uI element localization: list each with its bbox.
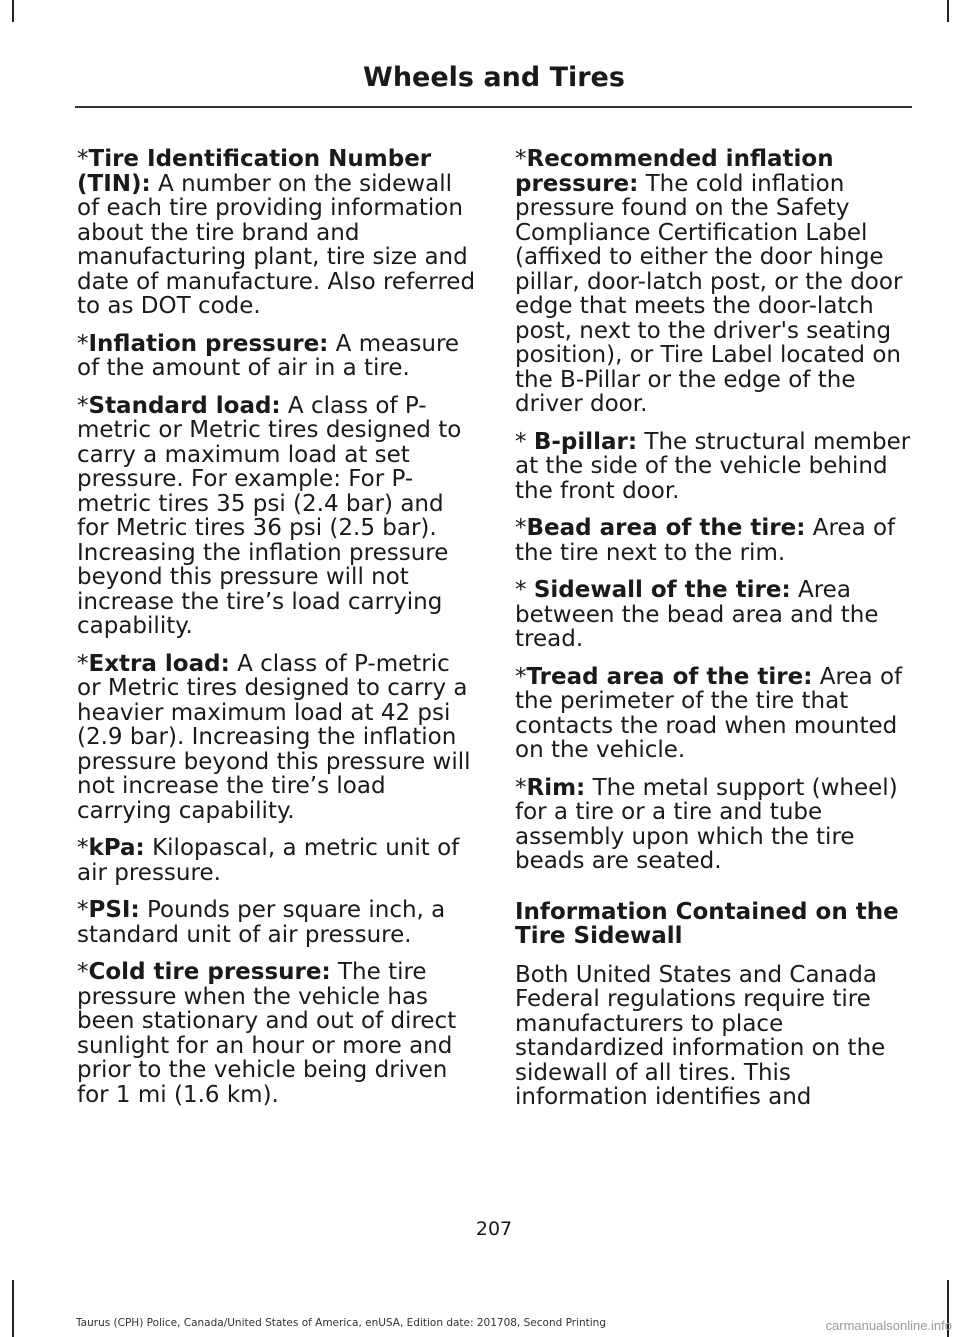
definition-rim	[515, 776, 913, 874]
term-label: Standard load:	[88, 392, 281, 419]
definition-psi: *PSI: Pounds per square inch, a standard unit of air pressure.	[77, 897, 446, 948]
definition-text: Pounds per square inch, a standard unit of air pressure.	[77, 897, 446, 948]
term-label: Sidewall of the tire:	[533, 577, 791, 603]
term-label: Bead area of the tire:	[526, 515, 806, 541]
definition-text: A class of P-metric or Metric tires designed to carry a maximum load at set pressure. For example: For P-metric tires 35 psi (2.4 bar) and for Metric tires 36 psi (2.5 bar). Increasing the inflation pressure beyond this pressure will not increase the tire’s load carrying capability.	[77, 392, 462, 639]
header-divider	[75, 106, 912, 108]
term-label: Inflation pressure:	[88, 330, 329, 357]
crop-mark-top-right-vertical	[947, 0, 949, 22]
definition-tin: *Tire Identification Number (TIN): A number on the sidewall of each tire providing information about the tire brand and manufacturing plant, tire size and date of manufacture. Also referred to as DOT code.	[77, 146, 476, 319]
definition-text: Area of the perimeter of the tire that contacts the road when mounted on the vehicle.	[515, 663, 903, 763]
definition-text: Kilopascal, a metric unit of air pressure.	[77, 835, 460, 886]
term-label: kPa:	[88, 835, 145, 861]
term-label: Recommended inflation pressure:	[515, 146, 834, 197]
asterisk: *	[515, 774, 527, 801]
definition-text: The tire pressure when the vehicle has been stationary and out of direct sunlight for an hour or more and prior to the vehicle being driven for 1 mi (1.6 km).	[77, 959, 457, 1108]
asterisk: *	[515, 146, 527, 172]
definition-standard-load: *Standard load: A class of P-metric or Metric tires designed to carry a maximum load at set pressure. For example: For P-metric tires 35 psi (2.4 bar) and for Metric tires 36 psi (2.5 bar). Increasing the inflation pressure beyond this pressure will not increase the tire’s load carrying capability.	[77, 392, 462, 639]
crop-mark-top-left-vertical	[12, 0, 14, 22]
definition-text: Area of the tire next to the rim.	[515, 515, 896, 566]
asterisk: *	[515, 577, 534, 603]
left-column	[77, 147, 477, 1120]
definition-cold-tire-pressure: *Cold tire pressure: The tire pressure when the vehicle has been stationary and out of direct sunlight for an hour or more and prior to the vehicle being driven for 1 mi (1.6 km).	[77, 959, 457, 1108]
page-number: 207	[475, 1218, 513, 1240]
definition-text: A measure of the amount of air in a tire.	[77, 330, 460, 381]
definition-inflation-pressure: *Inflation pressure: A measure of the amount of air in a tire.	[77, 330, 460, 381]
term-label: Tread area of the tire:	[526, 663, 813, 690]
crop-mark-bottom-left-vertical	[12, 1280, 14, 1337]
footer-edition-info: Taurus (CPH) Police, Canada/United States of America, enUSA, Edition date: 201708, Second Printing	[76, 1317, 606, 1329]
definition-text: Area between the bead area and the tread.	[515, 577, 879, 652]
term-label: PSI:	[88, 897, 140, 923]
asterisk: *	[515, 663, 527, 690]
term-label: Rim:	[526, 774, 586, 801]
term-label: Extra load:	[88, 650, 230, 677]
definition-extra-load: *Extra load: A class of P-metric or Metric tires designed to carry a heavier maximum load at 42 psi (2.9 bar). Increasing the inflation pressure beyond this pressure will not increase the tire’s load carrying capability.	[77, 650, 471, 824]
definition-sidewall	[515, 578, 913, 652]
section-heading: Information Contained on the Tire Sidewall	[515, 898, 899, 949]
definition-text: A class of P-metric or Metric tires designed to carry a heavier maximum load at 42 psi (2.9 bar). Increasing the inflation pressure beyond this pressure will not increase the tire’s load carrying capability.	[77, 650, 471, 824]
asterisk: *	[515, 515, 527, 541]
term-label: Cold tire pressure:	[88, 959, 331, 985]
definition-text: A number on the sidewall of each tire providing information about the tire brand and manufacturing plant, tire size and date of manufacture. Also referred to as DOT code.	[77, 170, 476, 319]
term-label: Tire Identification Number (TIN):	[77, 146, 432, 197]
definition-text: The metal support (wheel) for a tire or a tire and tube assembly upon which the tire beads are seated.	[515, 774, 898, 874]
definition-b-pillar	[515, 430, 913, 504]
definition-text: The structural member at the side of the vehicle behind the front door.	[515, 428, 911, 504]
definition-kpa: *kPa: Kilopascal, a metric unit of air pressure.	[77, 835, 460, 886]
definition-text: The cold inflation pressure found on the Safety Compliance Certification Label (affixed to either the door hinge pillar, door-latch post, or the door edge that meets the door-latch post, next to the driver's seating position), or Tire Label located on the B-Pillar or the edge of the driver door.	[515, 170, 903, 417]
right-column	[515, 147, 913, 1123]
asterisk: *	[515, 428, 534, 455]
definition-bead-area	[515, 516, 913, 565]
section-body: Both United States and Canada Federal regulations require tire manufacturers to place standardized information on the sidewall of all tires. This information identifies and	[515, 961, 886, 1110]
definition-recommended-inflation-pressure	[515, 147, 913, 417]
definition-tread-area	[515, 665, 913, 763]
term-label: B-pillar:	[533, 428, 638, 455]
watermark: carmanualsonline.info	[825, 1318, 952, 1333]
page-title: Wheels and Tires	[363, 62, 625, 93]
